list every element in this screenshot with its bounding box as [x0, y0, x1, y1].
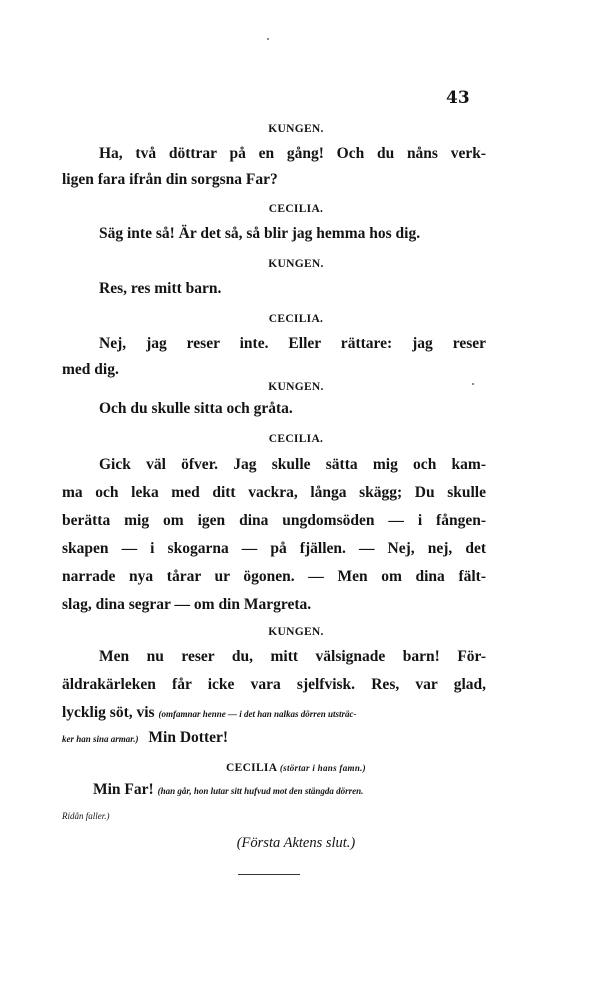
- dialogue-line: slag, dina segrar — om din Margreta.: [62, 596, 312, 613]
- paper-speck: [267, 38, 269, 40]
- stage-direction: (omfamnar henne — i det han nalkas dörren utsträc-: [158, 709, 357, 719]
- dialogue-line: Och du skulle sitta och gråta.: [99, 400, 293, 417]
- dialogue-line: [62, 730, 228, 746]
- dialogue-line: Nej, jag reser inte. Eller rättare: jag reser: [99, 335, 486, 352]
- dialogue-line: ma och leka med ditt vackra, långa skägg; Du skulle: [62, 484, 486, 501]
- dialogue-text: Min Far!: [93, 781, 154, 798]
- dialogue-line: med dig.: [62, 361, 119, 378]
- dialogue-text: lycklig söt, vis: [62, 704, 155, 721]
- act-end-note: (Första Aktens slut.): [236, 835, 356, 851]
- paper-speck: [472, 383, 474, 385]
- dialogue-line: [62, 807, 110, 823]
- speaker-cecilia: CECILIA.: [268, 203, 324, 215]
- dialogue-line: skapen — i skogarna — på fjällen. — Nej, nej, det: [62, 540, 486, 557]
- dialogue-text: Min Dotter!: [148, 729, 229, 746]
- stage-direction: (han går, hon lutar sitt hufvud mot den stängda dörren.: [157, 786, 364, 796]
- speaker-kungen: KUNGEN.: [268, 626, 324, 638]
- speaker-kungen: KUNGEN.: [268, 381, 324, 393]
- dialogue-line: Men nu reser du, mitt välsignade barn! För-: [99, 648, 486, 665]
- speaker-cecilia: CECILIA.: [268, 433, 324, 445]
- dialogue-line: [62, 705, 356, 721]
- stage-direction: ker han sina armar.): [62, 734, 139, 744]
- dialogue-line: Ha, två döttrar på en gång! Och du nåns verk-: [99, 145, 486, 162]
- speaker-kungen: KUNGEN.: [268, 258, 324, 270]
- speaker-kungen: KUNGEN.: [268, 123, 324, 135]
- dialogue-line: Res, res mitt barn.: [99, 280, 222, 297]
- speaker-label: CECILIA: [226, 762, 277, 774]
- speaker-cecilia: CECILIA.: [268, 313, 324, 325]
- speaker-cecilia: [0, 762, 592, 774]
- stage-direction: Ridån faller.): [62, 811, 110, 821]
- dialogue-line: Gick väl öfver. Jag skulle sätta mig och kam-: [99, 456, 486, 473]
- stage-direction: (störtar i hans famn.): [279, 763, 366, 773]
- closing-rule: [238, 874, 300, 875]
- dialogue-line: ligen fara ifrån din sorgsna Far?: [62, 171, 278, 188]
- dialogue-line: narrade nya tårar ur ögonen. — Men om dina fält-: [62, 568, 486, 585]
- dialogue-line: berätta mig om igen dina ungdomsöden — i fången-: [62, 512, 486, 529]
- dialogue-line: Säg inte så! Är det så, så blir jag hemma hos dig.: [99, 225, 421, 242]
- page-number: 43: [446, 88, 470, 108]
- dialogue-line: äldrakärleken får icke vara sjelfvisk. Res, var glad,: [62, 676, 486, 693]
- dialogue-line: [93, 782, 363, 798]
